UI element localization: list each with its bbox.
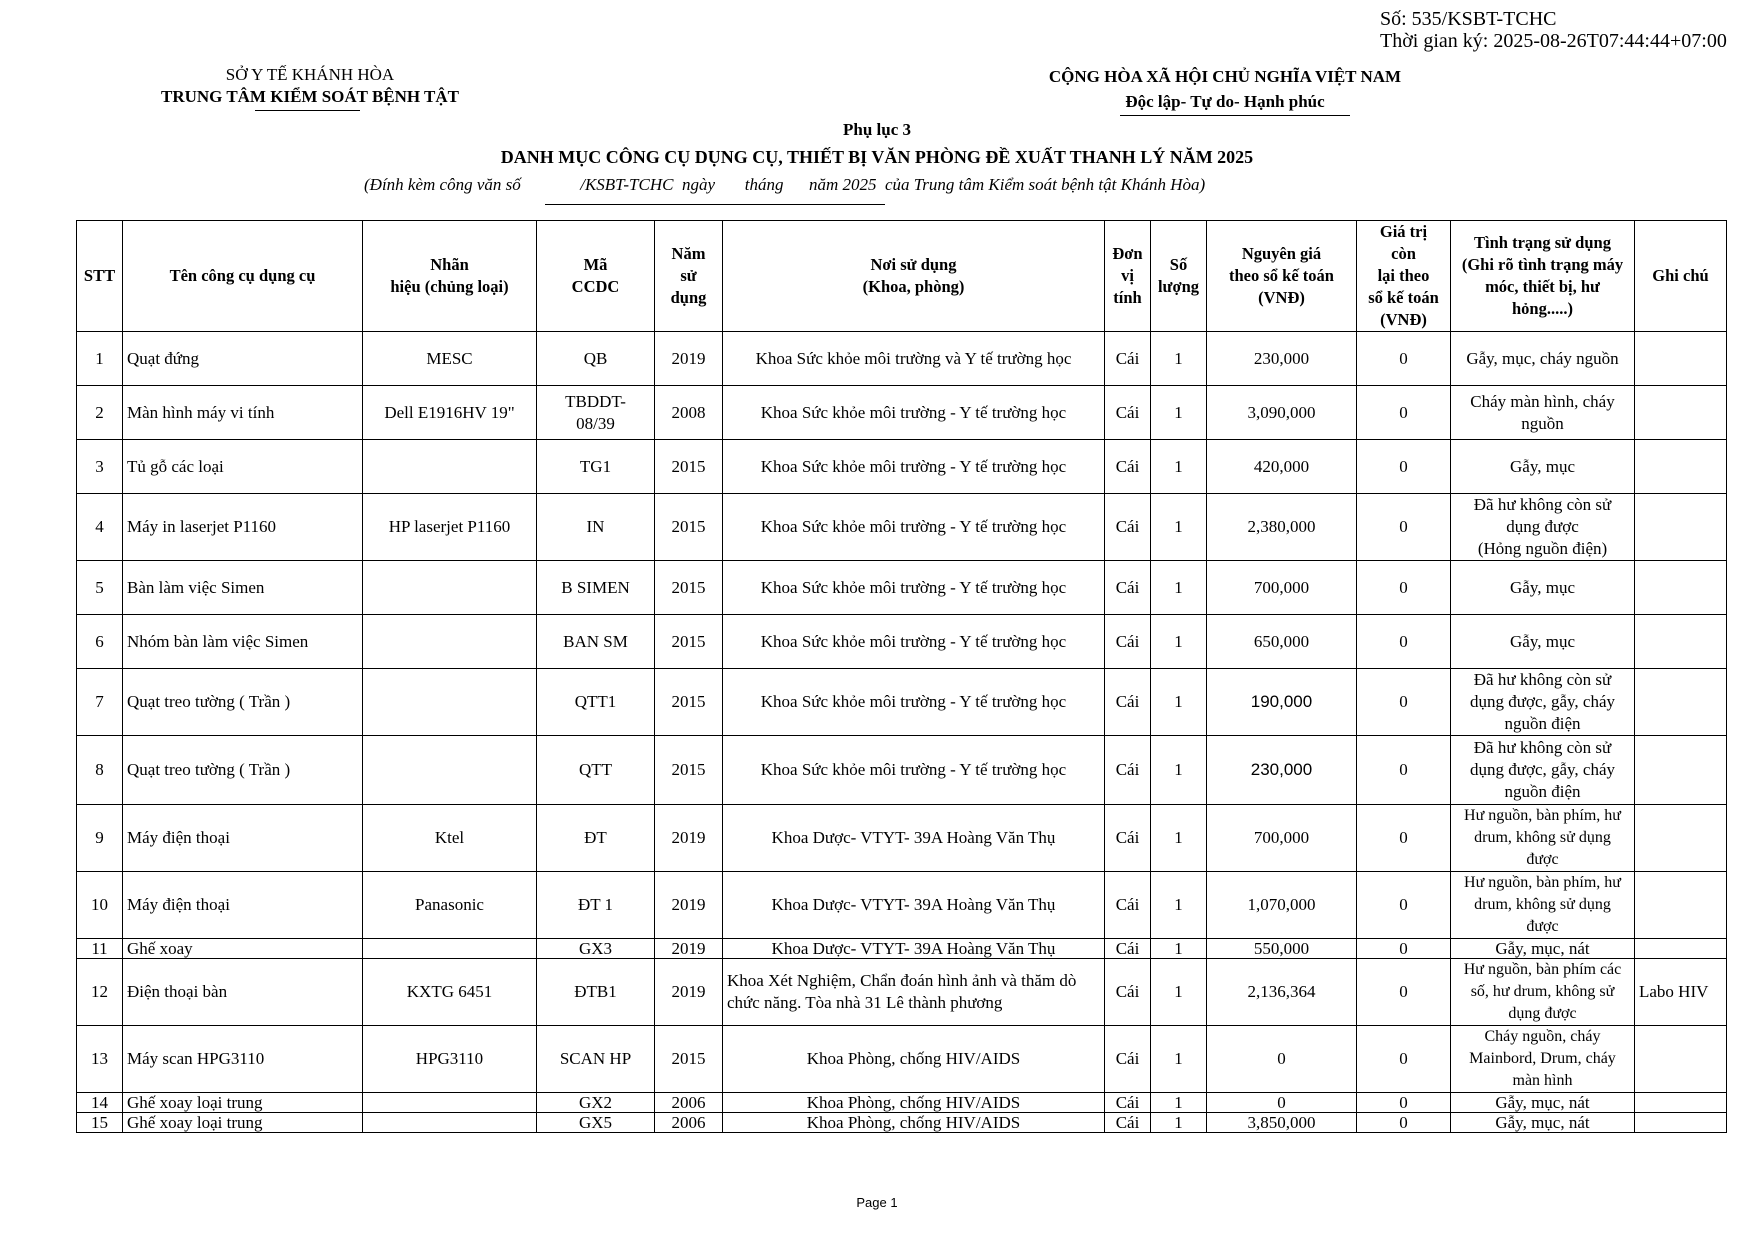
cell-brand: Panasonic [363,872,537,939]
cell-note [1635,332,1727,386]
cell-condition: Hư nguồn, bàn phím, hư drum, không sử dụng được [1451,872,1635,939]
table-row [77,959,1727,1026]
national-header [1010,64,1440,114]
header-note: Ghi chú [1635,221,1727,332]
cell-brand [363,1113,537,1133]
cell-unit: Cái [1105,615,1151,669]
cell-note [1635,805,1727,872]
cell-stt: 12 [77,959,123,1026]
cell-asset-code: GX3 [537,939,655,959]
cell-quantity: 1 [1151,561,1207,615]
cell-year: 2019 [655,805,723,872]
document-title: DANH MỤC CÔNG CỤ DỤNG CỤ, THIẾT BỊ VĂN PHÒNG ĐỀ XUẤT THANH LÝ NĂM 2025 [500,147,1254,167]
table-row [77,872,1727,939]
cell-location: Khoa Sức khỏe môi trường - Y tế trường học [723,561,1105,615]
cell-stt: 7 [77,669,123,736]
cell-location: Khoa Xét Nghiệm, Chẩn đoán hình ảnh và thăm dò chức năng. Tòa nhà 31 Lê thành phương [723,959,1105,1026]
table-row [77,1026,1727,1093]
cell-brand: Dell E1916HV 19" [363,386,537,440]
national-title: CỘNG HÒA XÃ HỘI CHỦ NGHĨA VIỆT NAM [1048,67,1402,86]
cell-item-name: Bàn làm việc Simen [123,561,363,615]
cell-stt: 6 [77,615,123,669]
cell-year: 2015 [655,1026,723,1093]
cell-unit: Cái [1105,669,1151,736]
table-row [77,386,1727,440]
cell-stt: 5 [77,561,123,615]
cell-condition: Gẫy, mục, nát [1451,1093,1635,1113]
cell-location: Khoa Sức khỏe môi trường - Y tế trường học [723,494,1105,561]
cell-unit: Cái [1105,959,1151,1026]
cell-quantity: 1 [1151,1026,1207,1093]
cell-condition: Hư nguồn, bàn phím, hư drum, không sử dụng được [1451,805,1635,872]
cell-original-cost: 190,000 [1207,669,1357,736]
cell-original-cost: 0 [1207,1093,1357,1113]
cell-location: Khoa Sức khỏe môi trường - Y tế trường học [723,386,1105,440]
cell-location: Khoa Sức khỏe môi trường - Y tế trường học [723,615,1105,669]
cell-brand: KXTG 6451 [363,959,537,1026]
cell-unit: Cái [1105,1093,1151,1113]
cell-item-name: Máy điện thoại [123,872,363,939]
cell-original-cost: 700,000 [1207,805,1357,872]
cell-remaining-value: 0 [1357,386,1451,440]
cell-quantity: 1 [1151,1113,1207,1133]
cell-condition: Đã hư không còn sử dụng được (Hỏng nguồn điện) [1451,494,1635,561]
subtitle-underline [545,204,885,205]
signed-time: Thời gian ký: 2025-08-26T07:44:44+07:00 [1380,30,1727,52]
cell-stt: 14 [77,1093,123,1113]
cell-remaining-value: 0 [1357,939,1451,959]
cell-quantity: 1 [1151,669,1207,736]
cell-location: Khoa Dược- VTYT- 39A Hoàng Văn Thụ [723,939,1105,959]
cell-asset-code: TG1 [537,440,655,494]
cell-condition: Cháy nguồn, cháy Mainbord, Drum, cháy màn hình [1451,1026,1635,1093]
cell-asset-code: QB [537,332,655,386]
cell-year: 2006 [655,1113,723,1133]
cell-note [1635,872,1727,939]
table-row [77,669,1727,736]
cell-unit: Cái [1105,332,1151,386]
cell-original-cost: 650,000 [1207,615,1357,669]
cell-note [1635,939,1727,959]
cell-condition: Đã hư không còn sử dụng được, gẫy, cháy nguồn điện [1451,669,1635,736]
cell-location: Khoa Phòng, chống HIV/AIDS [723,1093,1105,1113]
cell-original-cost: 1,070,000 [1207,872,1357,939]
cell-condition: Đã hư không còn sử dụng được, gẫy, cháy nguồn điện [1451,736,1635,805]
cell-item-name: Máy điện thoại [123,805,363,872]
table-row [77,1093,1727,1113]
cell-brand [363,1093,537,1113]
cell-item-name: Điện thoại bàn [123,959,363,1026]
cell-year: 2019 [655,332,723,386]
cell-year: 2019 [655,872,723,939]
table-row [77,332,1727,386]
org-name: TRUNG TÂM KIỂM SOÁT BỆNH TẬT [160,87,460,106]
cell-quantity: 1 [1151,332,1207,386]
cell-quantity: 1 [1151,1093,1207,1113]
national-motto: Độc lập- Tự do- Hạnh phúc [1125,92,1325,111]
cell-brand [363,440,537,494]
cell-stt: 13 [77,1026,123,1093]
cell-item-name: Quạt đứng [123,332,363,386]
document-subtitle: (Đính kèm công văn số /KSBT-TCHC ngày tháng năm 2025 của Trung tâm Kiểm soát bệnh tật Khánh Hòa) [364,175,1206,194]
cell-note: Labo HIV [1635,959,1727,1026]
org-underline [255,110,360,111]
cell-quantity: 1 [1151,736,1207,805]
cell-location: Khoa Phòng, chống HIV/AIDS [723,1113,1105,1133]
header-asset-code: Mã CCDC [537,221,655,332]
cell-unit: Cái [1105,736,1151,805]
cell-location: Khoa Dược- VTYT- 39A Hoàng Văn Thụ [723,872,1105,939]
signature-stamp [1380,8,1727,52]
cell-asset-code: ĐT 1 [537,872,655,939]
cell-stt: 3 [77,440,123,494]
cell-item-name: Máy scan HPG3110 [123,1026,363,1093]
cell-year: 2019 [655,939,723,959]
page-number: Page 1 [856,1195,898,1210]
cell-note [1635,615,1727,669]
cell-location: Khoa Sức khỏe môi trường và Y tế trường học [723,332,1105,386]
cell-original-cost: 2,136,364 [1207,959,1357,1026]
table-row [77,494,1727,561]
cell-remaining-value: 0 [1357,561,1451,615]
cell-unit: Cái [1105,1113,1151,1133]
cell-quantity: 1 [1151,959,1207,1026]
cell-original-cost: 2,380,000 [1207,494,1357,561]
cell-remaining-value: 0 [1357,1093,1451,1113]
cell-note [1635,1113,1727,1133]
cell-quantity: 1 [1151,615,1207,669]
table-row [77,561,1727,615]
cell-unit: Cái [1105,386,1151,440]
header-quantity: Số lượng [1151,221,1207,332]
table-row [77,805,1727,872]
cell-year: 2015 [655,561,723,615]
cell-remaining-value: 0 [1357,959,1451,1026]
cell-location: Khoa Sức khỏe môi trường - Y tế trường học [723,440,1105,494]
cell-asset-code: GX2 [537,1093,655,1113]
header-brand: Nhãn hiệu (chủng loại) [363,221,537,332]
cell-condition: Hư nguồn, bàn phím các số, hư drum, không sử dụng được [1451,959,1635,1026]
cell-stt: 10 [77,872,123,939]
cell-asset-code: IN [537,494,655,561]
issuing-organization [140,64,480,108]
cell-brand [363,561,537,615]
cell-item-name: Quạt treo tường ( Trần ) [123,736,363,805]
cell-note [1635,440,1727,494]
cell-note [1635,494,1727,561]
table-row [77,1113,1727,1133]
disposal-items-table [76,220,1727,1133]
cell-condition: Gẫy, mục, nát [1451,1113,1635,1133]
cell-year: 2015 [655,736,723,805]
cell-original-cost: 3,090,000 [1207,386,1357,440]
header-year: Năm sử dụng [655,221,723,332]
table-row [77,939,1727,959]
cell-asset-code: TBDDT- 08/39 [537,386,655,440]
cell-year: 2008 [655,386,723,440]
cell-original-cost: 230,000 [1207,736,1357,805]
cell-asset-code: SCAN HP [537,1026,655,1093]
cell-stt: 2 [77,386,123,440]
cell-unit: Cái [1105,939,1151,959]
cell-year: 2015 [655,669,723,736]
cell-original-cost: 230,000 [1207,332,1357,386]
cell-remaining-value: 0 [1357,332,1451,386]
cell-year: 2015 [655,440,723,494]
cell-quantity: 1 [1151,872,1207,939]
cell-condition: Gẫy, mục, nát [1451,939,1635,959]
header-condition: Tình trạng sử dụng (Ghi rõ tình trạng máy móc, thiết bị, hư hỏng.....) [1451,221,1635,332]
cell-note [1635,736,1727,805]
cell-unit: Cái [1105,561,1151,615]
cell-location: Khoa Dược- VTYT- 39A Hoàng Văn Thụ [723,805,1105,872]
document-number: Số: 535/KSBT-TCHC [1380,8,1557,30]
appendix-label: Phụ lục 3 [842,120,912,139]
cell-note [1635,1026,1727,1093]
cell-unit: Cái [1105,872,1151,939]
cell-item-name: Máy in laserjet P1160 [123,494,363,561]
cell-condition: Cháy màn hình, cháy nguồn [1451,386,1635,440]
cell-quantity: 1 [1151,440,1207,494]
cell-stt: 9 [77,805,123,872]
cell-year: 2019 [655,959,723,1026]
cell-stt: 15 [77,1113,123,1133]
cell-condition: Gẫy, mục [1451,561,1635,615]
cell-note [1635,1093,1727,1113]
cell-remaining-value: 0 [1357,1026,1451,1093]
cell-item-name: Nhóm bàn làm việc Simen [123,615,363,669]
cell-brand: MESC [363,332,537,386]
cell-stt: 8 [77,736,123,805]
header-original-cost: Nguyên giá theo sổ kế toán (VNĐ) [1207,221,1357,332]
cell-remaining-value: 0 [1357,615,1451,669]
cell-item-name: Quạt treo tường ( Trần ) [123,669,363,736]
cell-condition: Gẫy, mục, cháy nguồn [1451,332,1635,386]
table-row [77,615,1727,669]
cell-brand: HP laserjet P1160 [363,494,537,561]
table-row [77,440,1727,494]
motto-underline [1120,115,1350,116]
cell-stt: 1 [77,332,123,386]
cell-brand: Ktel [363,805,537,872]
cell-asset-code: ĐTB1 [537,959,655,1026]
cell-brand: HPG3110 [363,1026,537,1093]
table-header-row [77,221,1727,332]
cell-location: Khoa Phòng, chống HIV/AIDS [723,1026,1105,1093]
cell-asset-code: GX5 [537,1113,655,1133]
cell-quantity: 1 [1151,805,1207,872]
cell-brand [363,615,537,669]
org-parent: SỞ Y TẾ KHÁNH HÒA [225,65,395,84]
cell-note [1635,561,1727,615]
cell-remaining-value: 0 [1357,872,1451,939]
cell-brand [363,669,537,736]
header-remaining-value: Giá trị còn lại theo sổ kế toán (VNĐ) [1357,221,1451,332]
cell-year: 2015 [655,615,723,669]
cell-remaining-value: 0 [1357,669,1451,736]
cell-note [1635,386,1727,440]
cell-condition: Gẫy, mục [1451,615,1635,669]
cell-original-cost: 550,000 [1207,939,1357,959]
cell-original-cost: 700,000 [1207,561,1357,615]
cell-asset-code: QTT [537,736,655,805]
cell-year: 2015 [655,494,723,561]
cell-location: Khoa Sức khỏe môi trường - Y tế trường học [723,736,1105,805]
cell-asset-code: BAN SM [537,615,655,669]
cell-unit: Cái [1105,440,1151,494]
cell-remaining-value: 0 [1357,1113,1451,1133]
header-unit: Đơn vị tính [1105,221,1151,332]
cell-original-cost: 3,850,000 [1207,1113,1357,1133]
cell-quantity: 1 [1151,939,1207,959]
cell-item-name: Ghế xoay [123,939,363,959]
header-stt: STT [77,221,123,332]
header-location: Nơi sử dụng (Khoa, phòng) [723,221,1105,332]
cell-remaining-value: 0 [1357,494,1451,561]
cell-stt: 11 [77,939,123,959]
cell-asset-code: ĐT [537,805,655,872]
header-item-name: Tên công cụ dụng cụ [123,221,363,332]
cell-item-name: Màn hình máy vi tính [123,386,363,440]
cell-item-name: Tủ gỗ các loại [123,440,363,494]
cell-asset-code: QTT1 [537,669,655,736]
cell-brand [363,939,537,959]
cell-quantity: 1 [1151,386,1207,440]
cell-remaining-value: 0 [1357,440,1451,494]
cell-condition: Gẫy, mục [1451,440,1635,494]
cell-unit: Cái [1105,1026,1151,1093]
cell-year: 2006 [655,1093,723,1113]
cell-location: Khoa Sức khỏe môi trường - Y tế trường học [723,669,1105,736]
cell-item-name: Ghế xoay loại trung [123,1113,363,1133]
cell-remaining-value: 0 [1357,736,1451,805]
cell-note [1635,669,1727,736]
cell-asset-code: B SIMEN [537,561,655,615]
cell-unit: Cái [1105,494,1151,561]
cell-remaining-value: 0 [1357,805,1451,872]
cell-quantity: 1 [1151,494,1207,561]
cell-original-cost: 420,000 [1207,440,1357,494]
table-row [77,736,1727,805]
cell-brand [363,736,537,805]
cell-unit: Cái [1105,805,1151,872]
cell-item-name: Ghế xoay loại trung [123,1093,363,1113]
cell-original-cost: 0 [1207,1026,1357,1093]
cell-stt: 4 [77,494,123,561]
